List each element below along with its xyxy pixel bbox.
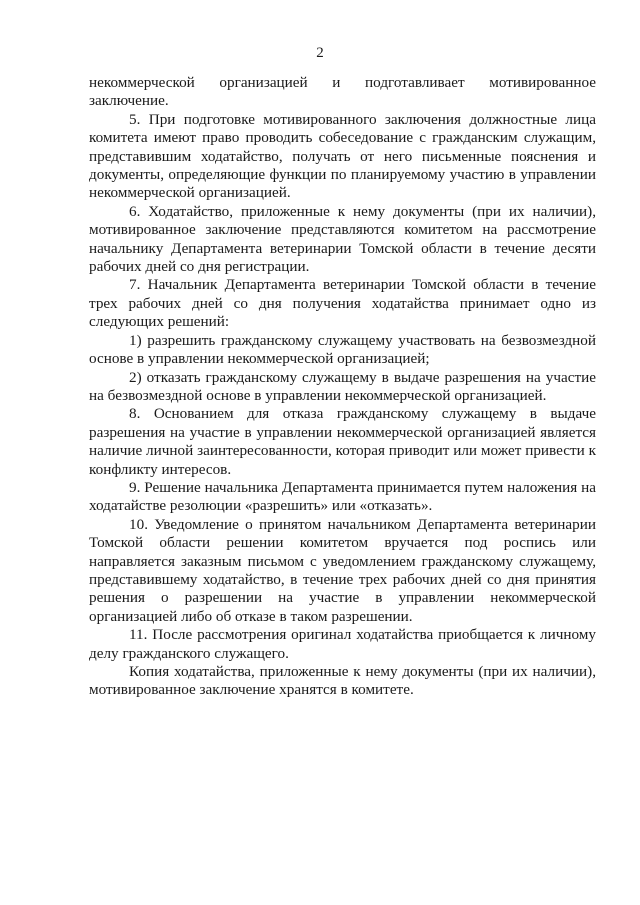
page-number: 2 <box>316 45 324 61</box>
paragraph-item-5: 5. При подготовке мотивированного заключения должностные лица комитета имеют право проводить собеседование с гражданским служащим, представившим ходатайство, получать от него письменные пояснения и документы, определяющие функции по планируемому участию в управлении некоммерческой организацией. <box>89 110 596 202</box>
paragraph-item-6: 6. Ходатайство, приложенные к нему документы (при их наличии), мотивированное заключение представляются комитетом на рассмотрение начальнику Департамента ветеринарии Томской области в течение десяти рабочих дней со дня регистрации. <box>89 202 596 276</box>
paragraph-item-11: 11. После рассмотрения оригинал ходатайства приобщается к личному делу гражданского служащего. <box>89 626 596 662</box>
paragraph-subitem-1: 1) разрешить гражданскому служащему участвовать на безвозмездной основе в управлении некоммерческой организацией; <box>89 331 596 368</box>
paragraph-continuation: некоммерческой организацией и подготавливает мотивированное заключение. <box>89 74 596 110</box>
paragraph-item-8: 8. Основанием для отказа гражданскому служащему в выдаче разрешения на участие в управлении некоммерческой организацией является наличие личной заинтересованности, которая приводит или может привести к конфликту интересов. <box>89 405 596 478</box>
paragraph-item-10: 10. Уведомление о принятом начальником Департамента ветеринарии Томской области решении комитетом вручается под роспись или направляется заказным письмом с уведомлением гражданскому служащему, представившему ходатайство, в течение трех рабочих дней со дня принятия решения о разрешении на участие в управлении некоммерческой организацией либо об отказе в таком разрешении. <box>89 515 596 625</box>
paragraph-subitem-2: 2) отказать гражданскому служащему в выдаче разрешения на участие на безвозмездной основе в управлении некоммерческой организацией. <box>89 368 596 404</box>
paragraph-item-7: 7. Начальник Департамента ветеринарии Томской области в течение трех рабочих дней со дня получения ходатайства принимает одно из следующих решений: <box>89 276 596 331</box>
paragraph-copy-storage: Копия ходатайства, приложенные к нему документы (при их наличии), мотивированное заключение хранятся в комитете. <box>89 663 596 699</box>
document-body <box>89 74 596 700</box>
paragraph-item-9: 9. Решение начальника Департамента принимается путем наложения на ходатайстве резолюции «разрешить» или «отказать». <box>89 478 596 515</box>
